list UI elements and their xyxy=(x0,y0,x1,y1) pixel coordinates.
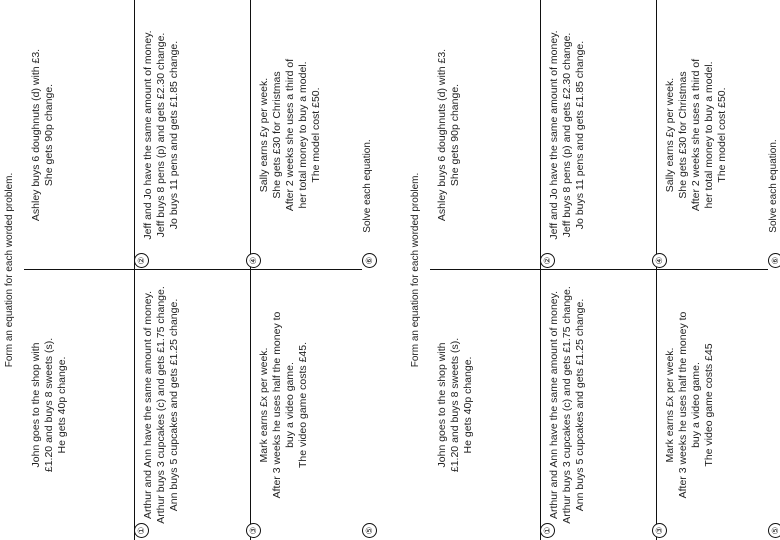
problem-2-text: Ashley buys 6 doughnuts (d) with £3. xyxy=(436,48,448,222)
problem-number-2: ② xyxy=(540,253,555,268)
problem-cell-1 xyxy=(24,270,146,540)
problem-cell-3 xyxy=(136,270,258,540)
problem-number-2: ② xyxy=(134,253,149,268)
problem-cell-2 xyxy=(430,0,552,270)
problem-6-text: her total money to buy a model. xyxy=(297,61,309,209)
problem-1-text: £1.20 and buys 8 sweets (s). xyxy=(43,337,55,473)
problem-number-4: ④ xyxy=(652,253,667,268)
problem-2-text: She gets 90p change. xyxy=(449,83,461,187)
problem-cell-5 xyxy=(658,270,780,540)
problem-cell-1 xyxy=(430,270,552,540)
problem-3-text: Ann buys 5 cupcakes and gets £1.25 change. xyxy=(168,298,180,512)
problem-5-text: The video game costs £45. xyxy=(297,341,309,469)
problem-5-text: buy a video game. xyxy=(284,362,296,448)
worksheet-copy-2 xyxy=(406,0,780,540)
problem-4-text: Jeff and Jo have the same amount of money. xyxy=(548,30,560,240)
problem-3-text: Arthur buys 3 cupcakes (c) and gets £1.75 change. xyxy=(155,286,167,524)
problem-5-text: After 3 weeks he uses half the money to xyxy=(677,311,689,499)
problem-cell-4 xyxy=(136,0,258,270)
instruction-form-equation: Form an equation for each worded problem. xyxy=(410,172,421,368)
grid-line xyxy=(250,0,251,540)
problem-number-6: ⑥ xyxy=(768,253,780,268)
problem-3-text: Arthur and Ann have the same amount of money. xyxy=(548,290,560,520)
problem-4-text: Jeff and Jo have the same amount of money. xyxy=(142,30,154,240)
problem-4-text: Jo buys 11 pens and gets £1.85 change. xyxy=(574,40,586,230)
problem-6-text: After 2 weeks she uses a third of xyxy=(690,58,702,212)
problem-number-3: ③ xyxy=(652,523,667,538)
grid-line xyxy=(540,0,541,540)
problem-6-text: The model cost £50. xyxy=(310,87,322,183)
problem-6-text: Sally earns £y per week. xyxy=(664,77,676,193)
grid-line xyxy=(134,0,135,540)
problem-1-text: £1.20 and buys 8 sweets (s). xyxy=(449,337,461,473)
problem-2-text: She gets 90p change. xyxy=(43,83,55,187)
problem-number-6: ⑥ xyxy=(362,253,377,268)
problem-number-1: ① xyxy=(134,523,149,538)
instruction-solve: Solve each equation. xyxy=(362,139,373,233)
problem-1-text: He gets 40p change. xyxy=(56,356,68,454)
instruction-form-equation: Form an equation for each worded problem. xyxy=(4,172,15,368)
problem-number-3: ③ xyxy=(246,523,261,538)
problem-number-4: ④ xyxy=(246,253,261,268)
problem-cell-3 xyxy=(542,270,664,540)
problem-3-text: Arthur and Ann have the same amount of money. xyxy=(142,290,154,520)
problem-5-text: buy a video game. xyxy=(690,362,702,448)
problem-6-text: The model cost £50. xyxy=(716,87,728,183)
problem-number-5: ⑤ xyxy=(768,523,780,538)
problem-4-text: Jo buys 11 pens and gets £1.85 change. xyxy=(168,40,180,230)
problem-4-text: Jeff buys 8 pens (p) and gets £2.30 change. xyxy=(561,32,573,238)
grid-line xyxy=(656,0,657,540)
problem-3-text: Ann buys 5 cupcakes and gets £1.25 change. xyxy=(574,298,586,512)
problem-number-1: ① xyxy=(540,523,555,538)
problem-5-text: Mark earns £x per week. xyxy=(664,347,676,463)
problem-5-text: Mark earns £x per week. xyxy=(258,347,270,463)
problem-4-text: Jeff buys 8 pens (p) and gets £2.30 change. xyxy=(155,32,167,238)
problem-1-text: John goes to the shop with xyxy=(30,342,42,468)
problem-1-text: He gets 40p change. xyxy=(462,356,474,454)
problem-2-text: Ashley buys 6 doughnuts (d) with £3. xyxy=(30,48,42,222)
problem-number-5: ⑤ xyxy=(362,523,377,538)
problem-1-text: John goes to the shop with xyxy=(436,342,448,468)
instruction-solve: Solve each equation. xyxy=(768,139,779,233)
problem-cell-5 xyxy=(252,270,374,540)
problem-6-text: She gets £30 for Christmas xyxy=(677,71,689,199)
problem-6-text: She gets £30 for Christmas xyxy=(271,71,283,199)
problem-cell-4 xyxy=(542,0,664,270)
problem-6-text: Sally earns £y per week. xyxy=(258,77,270,193)
problem-3-text: Arthur buys 3 cupcakes (c) and gets £1.75 change. xyxy=(561,286,573,524)
problem-cell-2 xyxy=(24,0,146,270)
problem-6-text: her total money to buy a model. xyxy=(703,61,715,209)
problem-5-text: The video game costs £45 xyxy=(703,343,715,467)
problem-5-text: After 3 weeks he uses half the money to xyxy=(271,311,283,499)
problem-6-text: After 2 weeks she uses a third of xyxy=(284,58,296,212)
